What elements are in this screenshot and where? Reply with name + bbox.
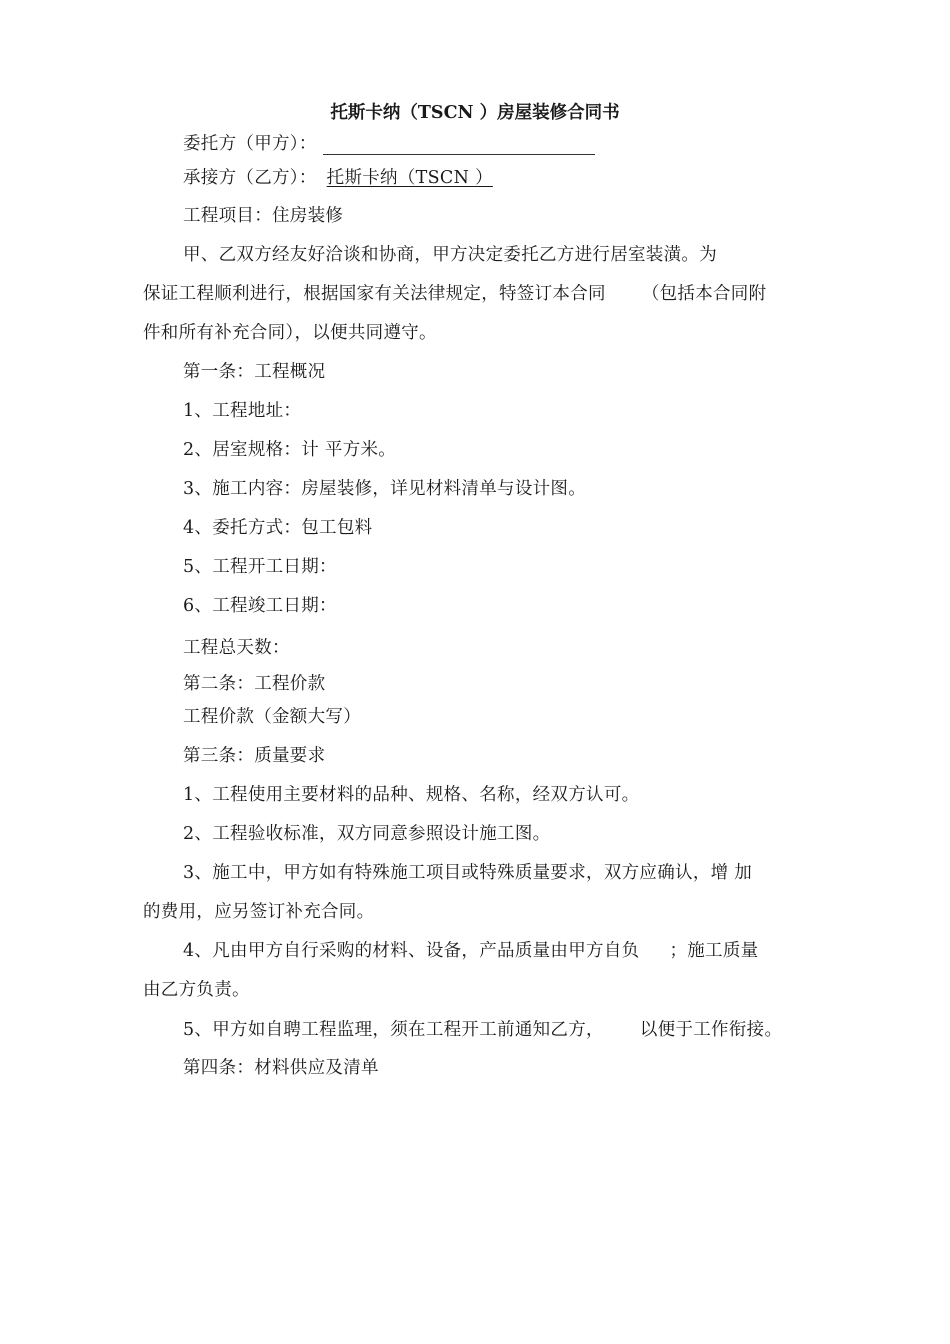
- article-3-item-5: [183, 1019, 782, 1041]
- article-1-item-6: 6、工程竣工日期：: [183, 596, 337, 616]
- article-1-item-4: 4、委托方式：包工包料: [183, 518, 373, 538]
- party-a-label: 委托方（甲方）：: [183, 134, 317, 154]
- article-2-price: 工程价款（金额大写）: [183, 707, 361, 727]
- intro-line-2-b: （包括本合同附: [641, 284, 767, 304]
- article-1-item-1: 1、工程地址：: [183, 401, 302, 421]
- intro-line-3: 件和所有补充合同），以便共同遵守。: [143, 323, 437, 343]
- article-3-item-4-b: ；施工质量: [669, 941, 759, 961]
- article-2-heading: 第二条：工程价款: [183, 674, 326, 694]
- party-a-line: [183, 133, 595, 155]
- article-3-item-5-a: 5、甲方如自聘工程监理，须在工程开工前通知乙方，: [183, 1020, 604, 1040]
- article-4-heading: 第四条：材料供应及清单: [183, 1058, 379, 1078]
- intro-line-1: 甲、乙双方经友好洽谈和协商，甲方决定委托乙方进行居室装潢。为: [183, 245, 717, 265]
- article-3-item-4-line-1: [183, 940, 758, 962]
- article-1-item-3: 3、施工内容：房屋装修，详见材料清单与设计图。: [183, 479, 587, 499]
- article-1-item-2: 2、居室规格：计 平方米。: [183, 440, 397, 460]
- article-3-heading: 第三条：质量要求: [183, 746, 326, 766]
- article-3-item-2: 2、工程验收标准，双方同意参照设计施工图。: [183, 824, 551, 844]
- party-b-line: [183, 167, 493, 189]
- party-b-label: 承接方（乙方）：: [183, 168, 317, 188]
- article-3-item-4-line-2: 由乙方负责。: [143, 980, 250, 1000]
- party-b-value: 托斯卡纳（TSCN ）: [326, 168, 493, 188]
- article-3-item-3-line-1: 3、施工中，甲方如有特殊施工项目或特殊质量要求，双方应确认，增 加: [183, 863, 753, 883]
- article-1-heading: 第一条：工程概况: [183, 362, 326, 382]
- article-3-item-5-b: 以便于工作衔接。: [639, 1020, 783, 1040]
- project-item: 工程项目：住房装修: [183, 206, 344, 226]
- article-1-item-5: 5、工程开工日期：: [183, 557, 337, 577]
- article-3-item-4-a: 4、凡由甲方自行采购的材料、设备，产品质量由甲方自负: [183, 941, 640, 961]
- article-3-item-3-line-2: 的费用，应另签订补充合同。: [143, 902, 375, 922]
- intro-line-2: [143, 283, 766, 305]
- intro-line-2-a: 保证工程顺利进行，根据国家有关法律规定，特签订本合同: [143, 284, 606, 304]
- party-a-blank-field: [323, 136, 595, 155]
- article-3-item-1: 1、工程使用主要材料的品种、规格、名称，经双方认可。: [183, 785, 640, 805]
- document-title: 托斯卡纳（TSCN ）房屋装修合同书: [330, 103, 620, 123]
- article-1-total-days: 工程总天数：: [183, 638, 290, 658]
